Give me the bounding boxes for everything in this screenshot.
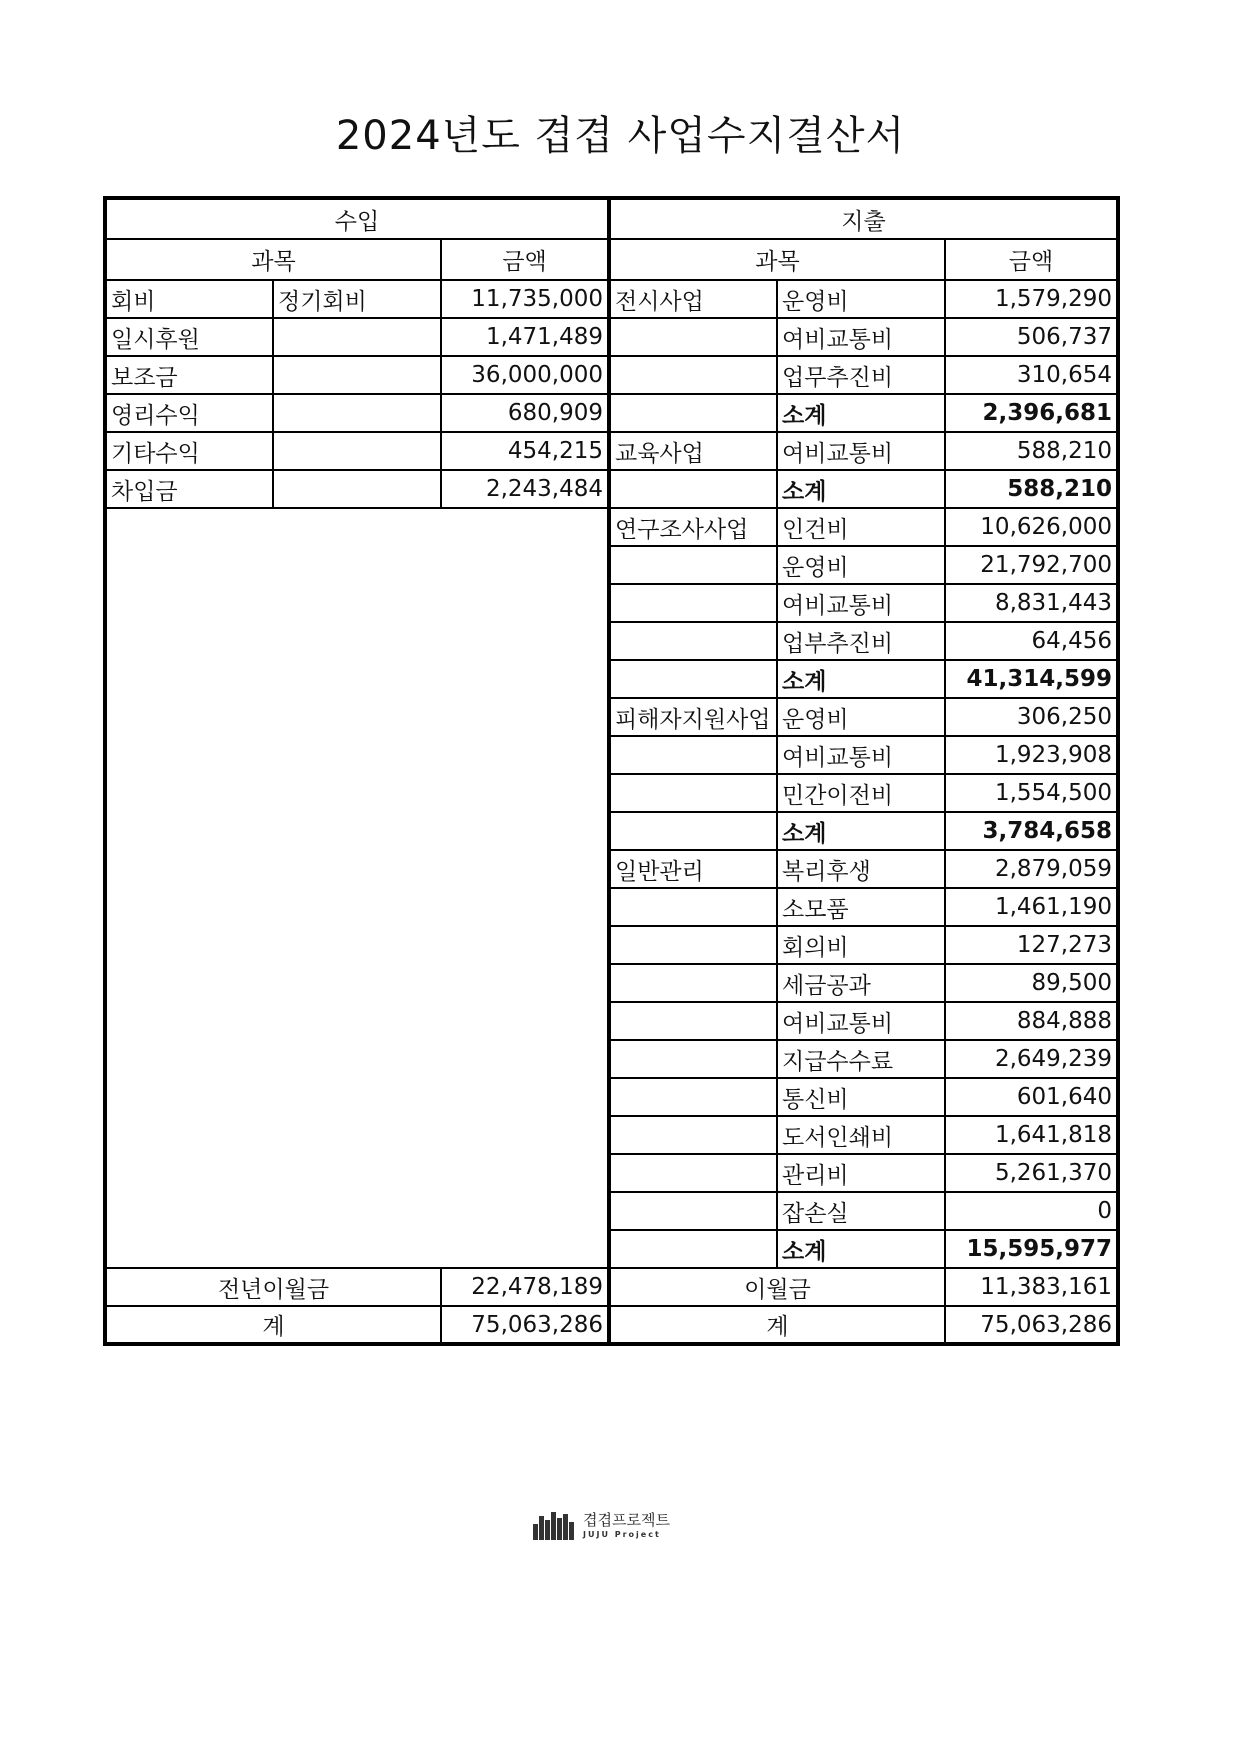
expense-amount: 8,831,443 [945,584,1118,622]
expense-amount: 10,626,000 [945,508,1118,546]
expense-item: 여비교통비 [777,584,945,622]
expense-category [609,888,777,926]
expense-subtotal-amount: 41,314,599 [945,660,1118,698]
expense-amount: 310,654 [945,356,1118,394]
expense-item: 여비교통비 [777,1002,945,1040]
income-amount: 2,243,484 [441,470,609,508]
expense-category [609,660,777,698]
expense-amount: 5,261,370 [945,1154,1118,1192]
income-amount: 11,735,000 [441,280,609,318]
expense-subtotal-label: 소계 [777,812,945,850]
income-category: 회비 [105,280,273,318]
expense-amount: 601,640 [945,1078,1118,1116]
expense-item: 업부추진비 [777,622,945,660]
expense-subtotal-label: 소계 [777,1230,945,1268]
expense-category [609,584,777,622]
expense-item: 인건비 [777,508,945,546]
expense-item: 운영비 [777,280,945,318]
expense-item: 여비교통비 [777,432,945,470]
expense-subtotal-amount: 3,784,658 [945,812,1118,850]
expense-category [609,1116,777,1154]
expense-amount: 0 [945,1192,1118,1230]
expense-subtotal-amount: 588,210 [945,470,1118,508]
expense-category: 전시사업 [609,280,777,318]
expense-category: 연구조사사업 [609,508,777,546]
expense-item: 소모품 [777,888,945,926]
expense-amount: 21,792,700 [945,546,1118,584]
income-subcategory [273,318,441,356]
income-category: 보조금 [105,356,273,394]
expense-amount: 89,500 [945,964,1118,1002]
expense-category: 일반관리 [609,850,777,888]
amount-header-right: 금액 [945,239,1118,280]
income-subcategory [273,356,441,394]
total-amount-left: 75,063,286 [441,1306,609,1344]
section-header-row [105,198,1118,239]
table-row [105,394,1118,432]
expense-amount: 1,579,290 [945,280,1118,318]
expense-amount: 2,649,239 [945,1040,1118,1078]
income-amount: 454,215 [441,432,609,470]
expense-item: 운영비 [777,546,945,584]
expense-subtotal-amount: 2,396,681 [945,394,1118,432]
carryover-row [105,1268,1118,1306]
expense-item: 지급수수료 [777,1040,945,1078]
expense-item: 관리비 [777,1154,945,1192]
expense-amount: 64,456 [945,622,1118,660]
expense-category [609,1154,777,1192]
table-row [105,356,1118,394]
expense-item: 운영비 [777,698,945,736]
expense-item: 도서인쇄비 [777,1116,945,1154]
income-amount: 1,471,489 [441,318,609,356]
total-label-left: 계 [105,1306,441,1344]
expense-amount: 1,641,818 [945,1116,1118,1154]
subject-header-right: 과목 [609,239,945,280]
expense-category [609,546,777,584]
expense-subtotal-label: 소계 [777,394,945,432]
expense-category: 피해자지원사업 [609,698,777,736]
expense-category: 교육사업 [609,432,777,470]
expense-category [609,774,777,812]
table-row [105,280,1118,318]
prev-carryover-amount: 22,478,189 [441,1268,609,1306]
settlement-table-body [105,198,1118,1344]
expense-subtotal-label: 소계 [777,470,945,508]
table-row [105,318,1118,356]
expense-category [609,926,777,964]
expense-category [609,356,777,394]
income-amount: 36,000,000 [441,356,609,394]
income-category: 일시후원 [105,318,273,356]
expense-header: 지출 [609,198,1118,239]
expense-category [609,812,777,850]
project-logo [533,1510,670,1542]
carryover-amount: 11,383,161 [945,1268,1118,1306]
expense-item: 세금공과 [777,964,945,1002]
expense-category [609,1078,777,1116]
expense-item: 잡손실 [777,1192,945,1230]
expense-amount: 127,273 [945,926,1118,964]
expense-category [609,470,777,508]
income-category: 차입금 [105,470,273,508]
income-subcategory [273,432,441,470]
settlement-table [103,196,1120,1346]
income-header: 수입 [105,198,609,239]
income-amount: 680,909 [441,394,609,432]
income-subcategory [273,470,441,508]
logo-subtitle: JUJU Project [583,1530,661,1539]
expense-item: 여비교통비 [777,736,945,774]
expense-amount: 306,250 [945,698,1118,736]
expense-category [609,1002,777,1040]
expense-amount: 1,461,190 [945,888,1118,926]
expense-subtotal-amount: 15,595,977 [945,1230,1118,1268]
expense-category [609,1040,777,1078]
expense-amount: 1,923,908 [945,736,1118,774]
prev-carryover-label: 전년이월금 [105,1268,441,1306]
expense-amount: 1,554,500 [945,774,1118,812]
expense-subtotal-label: 소계 [777,660,945,698]
expense-category [609,1230,777,1268]
total-label-right: 계 [609,1306,945,1344]
expense-item: 업무추진비 [777,356,945,394]
income-subcategory [273,394,441,432]
expense-category [609,318,777,356]
expense-item: 민간이전비 [777,774,945,812]
table-row [105,432,1118,470]
expense-amount: 588,210 [945,432,1118,470]
amount-header-left: 금액 [441,239,609,280]
expense-amount: 884,888 [945,1002,1118,1040]
logo-name: 겹겹프로젝트 [583,1511,670,1529]
expense-category [609,964,777,1002]
page-title: 2024년도 겹겹 사업수지결산서 [335,113,906,159]
expense-amount: 2,879,059 [945,850,1118,888]
expense-category [609,1192,777,1230]
carryover-label: 이월금 [609,1268,945,1306]
expense-amount: 506,737 [945,318,1118,356]
total-row [105,1306,1118,1344]
income-subcategory: 정기회비 [273,280,441,318]
logo-mark-icon [533,1512,575,1540]
table-row [105,470,1118,508]
subject-header-left: 과목 [105,239,441,280]
income-empty-area [105,508,609,1268]
income-category: 영리수익 [105,394,273,432]
column-header-row [105,239,1118,280]
expense-category [609,736,777,774]
expense-item: 통신비 [777,1078,945,1116]
table-row [105,508,1118,546]
expense-item: 여비교통비 [777,318,945,356]
total-amount-right: 75,063,286 [945,1306,1118,1344]
income-category: 기타수익 [105,432,273,470]
expense-category [609,622,777,660]
expense-item: 회의비 [777,926,945,964]
expense-item: 복리후생 [777,850,945,888]
expense-category [609,394,777,432]
